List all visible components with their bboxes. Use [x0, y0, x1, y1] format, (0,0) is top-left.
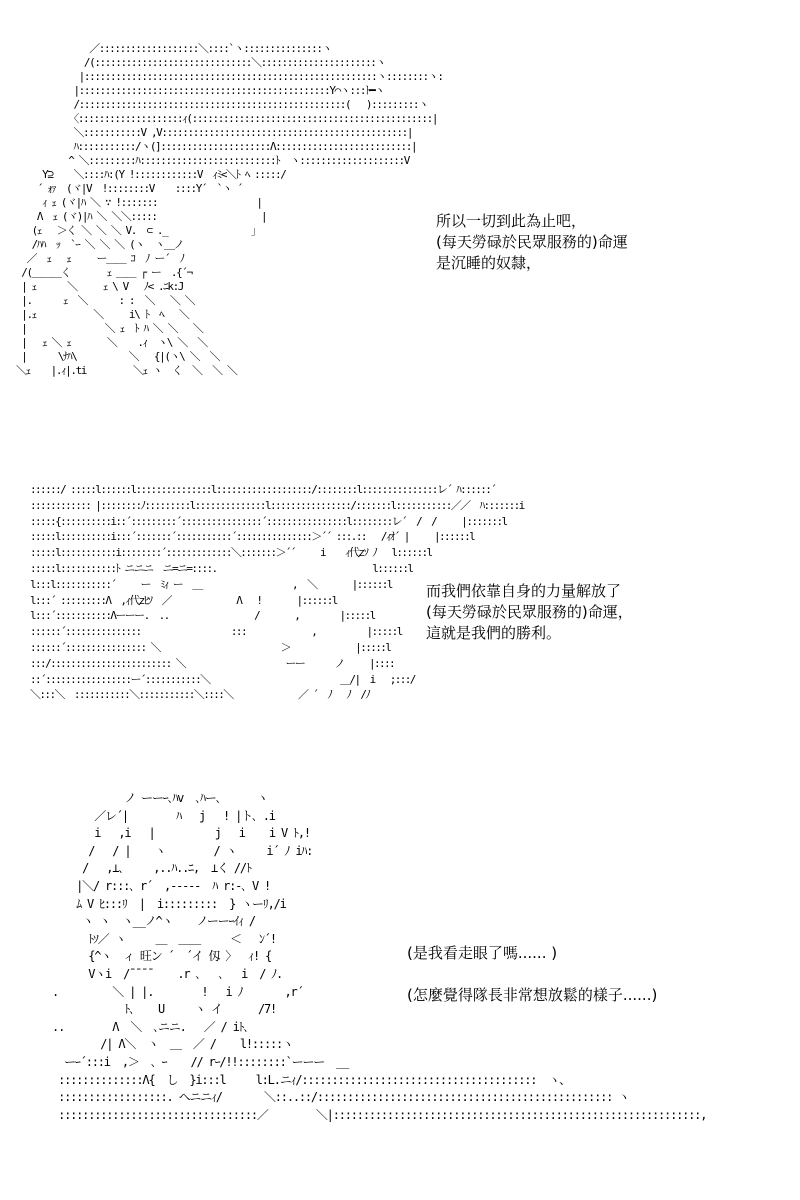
art-line: ／ ｪ ｪ ー＿＿ ｺ ﾉ ー´ ﾉ — [16, 252, 184, 265]
art-line: Λ ｪ (ヾ)|ﾊ ＼ ＼＼::::: | — [16, 210, 267, 223]
art-line: /:::::::::::::::::::::::::::::::::::::::::::::::::::( ):::::::::ヽ — [16, 98, 428, 111]
art-line: ﾑ V ﾋ:::ﾘ | i::::::::: } ヽーﾘ,/i — [40, 896, 286, 911]
art-line: ^ ＼:::::::::ﾊ::::::::::::::::::::::::::ﾄ ヽ::::::::::::::::::::V — [16, 154, 409, 167]
art-line: ::::::´:::::::::::::::: ＼ ＞ |:::::l — [30, 640, 391, 654]
art-line: /(::::::::::::::::::::::::::::::＼::::::::::::::::::::::ヽ — [16, 56, 386, 69]
ascii-art-sleeping-figure — [16, 42, 443, 422]
art-line: ::::::::::::::Λ{ し }i:::l l:L.ニｨ/::::::::::::::::::::::::::::::::::::::: ヽ、 — [40, 1072, 570, 1087]
art-line: (ｪ ＞く ＼ ＼ ＼ V. ⊂ ._ ｣ — [16, 224, 255, 237]
art-line: :::::l:::::::::::i::::::::´:::::::::::::＼:::::::＞´´ i ｨ代zｿ ﾉ l::::::l — [30, 546, 432, 560]
art-line: /(＿＿＿く ｪ ＿＿ ┌ ー .{´¬ — [16, 266, 192, 279]
caption-line: 而我們依靠自身的力量解放了 — [426, 582, 622, 600]
panel-2 — [0, 470, 800, 750]
art-line: ＼:::＼ :::::::::::＼:::::::::::＼::::＼ ／ ´ ﾉ ﾉ /ﾉ — [30, 688, 370, 702]
art-line: :::::::::::::::::::::::::::::::::／ ＼|:::::::::::::::::::::::::::::::::::::::::::::::::::::::::::::, — [40, 1107, 707, 1122]
art-line: ／:::::::::::::::::::＼::::`ヽ:::::::::::::::ヽ — [16, 42, 332, 55]
art-line: ﾄ､ U ヽ イ /7! — [40, 1002, 277, 1017]
art-line: / ,⊥､ ,..ﾊ..ﾆ, ⊥く //ﾄ — [40, 861, 251, 876]
art-line: l:::´ :::::::::Λ ,ｨ代zﾋｿ ／ Λ ! |::::::l — [30, 593, 337, 607]
art-line: ヽ ヽ ヽ__ノ^ヽ ノーーｰｲｨ / — [40, 914, 255, 929]
art-line: | ｪ ＼ ｪ \ V ﾉ< .ﾆk:J — [16, 280, 184, 293]
art-line: ::::::::::::::::::. ヘニニｨ/ ＼::..::/::::::::::::::::::::::::::::::::::::::::::::::::: ヽ — [40, 1090, 629, 1105]
caption-line: (每天勞碌於民眾服務的)命運 — [436, 233, 628, 251]
art-line: Vヽi /¯¯¯¯ .r ､ ､ i / ﾉ. — [40, 966, 283, 981]
art-line: ーｰ´:::i ,＞ ､ ｰ // rｰ/!!::::::::`ーーー __ — [40, 1054, 349, 1069]
art-line: ::´:::::::::::::::::ー´:::::::::::＼ ＿/| i ;:::/ — [30, 672, 415, 686]
art-line: ＼:::::::::::V ,V:::::::::::::::::::::::::::::::::::::::::::::::| — [16, 126, 413, 139]
art-line: {^ヽ ィ 旺ン ´ ´イ 仭 〉 ｨ! { — [40, 949, 272, 964]
art-line: :::::::::::: |::::::::ﾉ:::::::::l::::::::::::::l::::::::::::::::/:::::::l:::::::::::／／ ﾊ:::::::i — [30, 498, 524, 512]
caption-line: (怎麼覺得隊長非常想放鬆的樣子......) — [407, 986, 658, 1004]
caption-line: 這就是我們的勝利。 — [426, 624, 562, 642]
art-line: . ＼ | |. ! i ﾉ ,r´ — [40, 984, 303, 999]
art-line: i ,i | j i i V ﾄ,! — [40, 826, 310, 841]
art-line: Y⊇ ＼::::ﾊ:(Y !::::::::::::V ｨﾐ<＼ﾄ ﾍ :::::/ — [16, 168, 286, 181]
art-line: | ＼ ｪ ﾄ ﾊ ＼ ＼ ＼ — [16, 322, 203, 335]
caption-line: 所以一切到此為止吧， — [436, 212, 587, 230]
art-line: ｨ ｪ (ヾ|ﾊ ＼ ∵ !::::::: | — [16, 196, 262, 209]
art-line: |.ｪ ＼ i\ ﾄ ﾍ ＼ — [16, 308, 189, 321]
art-line: ノ ーーｰ､ﾊv ､ﾊー､ ヽ — [40, 791, 268, 805]
panel-1 — [0, 30, 800, 420]
caption-3 — [407, 943, 657, 1006]
caption-2 — [426, 581, 633, 644]
caption-line: (是我看走眼了嗎...... ) — [407, 944, 558, 962]
art-line: |＼/ r:::､ r´ ,----- ﾊ r:-､ V ! — [40, 878, 271, 893]
art-line: :::::{::::::::::i::´:::::::::´::::::::::::::::´::::::::::::::::l::::::::レ´ / / |:::::::l — [30, 514, 507, 528]
art-line: /ﾊﾊ ｯ `ｰ ＼ ＼ ＼ (ヽ ヽ＿ノ — [16, 238, 184, 251]
art-line: |::::::::::::::::::::::::::::::::::::::::::::::::Y⌒ヽ:::ﾄ━ヽ — [16, 84, 384, 97]
art-line: l:::l:::::::::::´ ー ﾐｨ ー ＿ , ＼ |::::::l — [30, 577, 392, 591]
art-line: |. ｪ ＼ : : ＼ ＼ ＼ — [16, 294, 195, 307]
art-line: ﾄｿ／ ヽ ＿ ＿＿ ＜ ﾝ´! — [40, 931, 276, 946]
panel-3 — [0, 780, 800, 1180]
art-line: | ｪ ＼ ｪ ＼ .ｨ ヽ\ ＼ ＼ — [16, 336, 207, 349]
art-line: .. Λ ＼ ､ニニ. ／ / iﾄ､ — [40, 1019, 249, 1034]
art-line: ´ ｫｧ (ヾ|V !::::::::V ::::Y´ `ヽ ´ — [16, 182, 242, 195]
caption-line: 是沉睡的奴隸， — [436, 254, 542, 272]
art-line: ::::::´::::::::::::::: ::: , |:::::l — [30, 625, 402, 639]
art-line: 〈::::::::::::::::::::ｨ(::::::::::::::::::::::::::::::::::::::::::::::| — [16, 112, 438, 125]
caption-1 — [436, 211, 628, 274]
art-line: | \ﾅﾊ\ ＼ {|(ヽ\ ＼ ＼ — [16, 350, 220, 363]
art-line: ＼ｪ |.ｨ|.ti ＼ｪ ヽ く ＼ ＼ ＼ — [16, 364, 237, 377]
art-line: ::::::/ :::::l::::::l:::::::::::::::l:::::::::::::::::::/::::::::l:::::::::::::::レ´ ﾊ::::::´ — [30, 483, 496, 496]
art-line: |::::::::::::::::::::::::::::::::::::::::::::::::::::::::ヽ::::::::ヽ: — [16, 70, 443, 83]
caption-gap — [407, 964, 657, 985]
art-line: / / | ヽ / ヽ i´ ﾉ iﾊ: — [40, 843, 313, 858]
art-line: :::/:::::::::::::::::::::::: ＼ ーー ノ |:::: — [30, 656, 395, 670]
art-line: ／レ´| ﾊ j ! |ト､ .i — [40, 808, 275, 823]
art-line: ﾊ:::::::::::/ヽ(]:::::::::::::::::::::Λ::::::::::::::::::::::::::| — [16, 140, 417, 153]
art-line: /| Λ＼ ヽ ＿ ／ / l!:::::ヽ — [40, 1037, 293, 1052]
caption-line: (每天勞碌於民眾服務的)命運， — [426, 603, 633, 621]
art-line: l:::´:::::::::::Λーーー. .. / , |:::::l — [30, 609, 375, 623]
art-line: :::::l::::::::::i:::´:::::::´:::::::::::´:::::::::::::::＞´´ :::.:: /ｨｵ´ | |::::::l — [30, 530, 475, 544]
art-line: :::::l:::::::::::ﾄ ニニニ ニ=ニ=::::. l::::::l — [30, 561, 413, 575]
